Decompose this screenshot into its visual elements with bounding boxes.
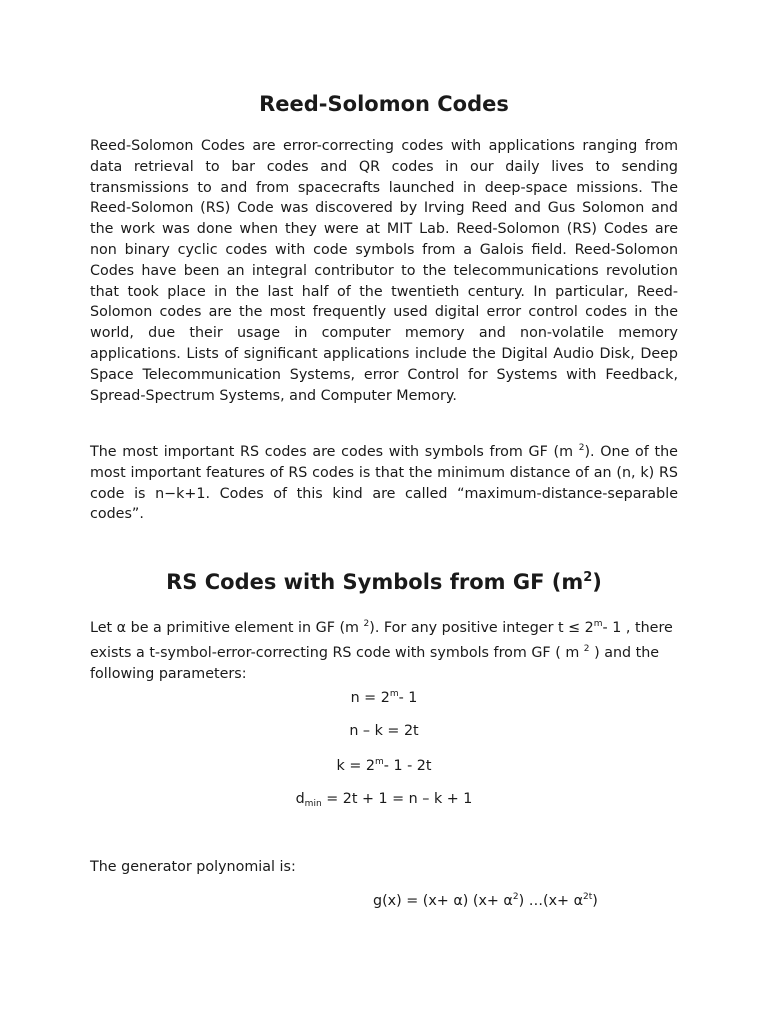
para2-superscript: 2	[578, 443, 585, 453]
eq4-text-a: d	[295, 791, 305, 807]
para2-text-b: ). One of the most important features of RS codes is that the minimum distance of an (n, k) RS code is n−k+1. Codes of this kind are called “maximum-distance-separable codes”.	[90, 444, 678, 523]
gen-superscript-1: 2	[512, 892, 519, 902]
equation-n-minus-k: n – k = 2t	[349, 723, 419, 739]
intro-paragraph: Reed-Solomon Codes are error-correcting codes with applications ranging from data retrieval to bar codes and QR codes in our daily lives to sending transmissions to and from spacecrafts launched in deep-space missions. The Reed-Solomon (RS) Code was discovered by Irving Reed and Gus Solomon and the work was done when they were at MIT Lab. Reed-Solomon (RS) Codes are non binary cyclic codes with code symbols from a Galois field. Reed-Solomon Codes have been an integral contributor to the telecommunications revolution that took place in the last half of the twentieth century. In particular, Reed-Solomon codes are the most frequently used digital error control codes in the world, due their usage in computer memory and non-volatile memory applications. Lists of significant applications include the Digital Audio Disk, Deep Space Telecommunication Systems, error Control for Systems with Feedback, Spread-Spectrum Systems, and Computer Memory.	[90, 138, 678, 404]
para3-text-b: ). For any positive integer t ≤ 2	[369, 620, 594, 636]
eq3-superscript: m	[374, 757, 384, 767]
equation-n	[90, 689, 678, 706]
section-heading-text: RS Codes with Symbols from GF (m	[166, 570, 584, 594]
section-heading	[90, 570, 678, 594]
gen-text-c: )	[592, 893, 598, 909]
gen-text-a: g(x) = (x+ α) (x+ α	[373, 893, 513, 909]
para3-text-d: ) and the following parameters:	[90, 644, 660, 682]
eq3-text-b: - 1 - 2t	[383, 758, 432, 774]
section-heading-superscript: 2	[583, 570, 593, 585]
eq4-text-b: = 2t + 1 = n – k + 1	[321, 791, 473, 807]
para2-text-a: The most important RS codes are codes with symbols from GF (m	[90, 444, 579, 460]
para3-superscript-3: 2	[583, 643, 590, 654]
para3-text-c: - 1 , there exists a t-symbol-error-correcting RS code with symbols from GF ( m	[90, 620, 673, 661]
gen-text-b: ) …(x+ α	[518, 893, 583, 909]
primitive-element-paragraph	[90, 614, 678, 684]
generator-label: The generator polynomial is:	[90, 859, 296, 875]
equation-k	[90, 757, 678, 774]
para3-text-a: Let α be a primitive element in GF (m	[90, 620, 364, 636]
para3-superscript-2: m	[593, 619, 603, 629]
eq3-text-a: k = 2	[336, 758, 375, 774]
generator-polynomial	[373, 892, 598, 909]
equation-dmin	[90, 791, 678, 809]
gen-superscript-2: 2t	[583, 892, 593, 902]
rs-importance-paragraph	[90, 438, 678, 525]
section-heading-end: )	[592, 570, 602, 594]
eq1-superscript: m	[389, 689, 399, 699]
eq4-subscript: min	[304, 799, 322, 809]
para3-superscript-1: 2	[363, 619, 370, 629]
document-title: Reed-Solomon Codes	[259, 92, 509, 116]
eq1-text-a: n = 2	[350, 690, 390, 706]
eq1-text-b: - 1	[398, 690, 418, 706]
